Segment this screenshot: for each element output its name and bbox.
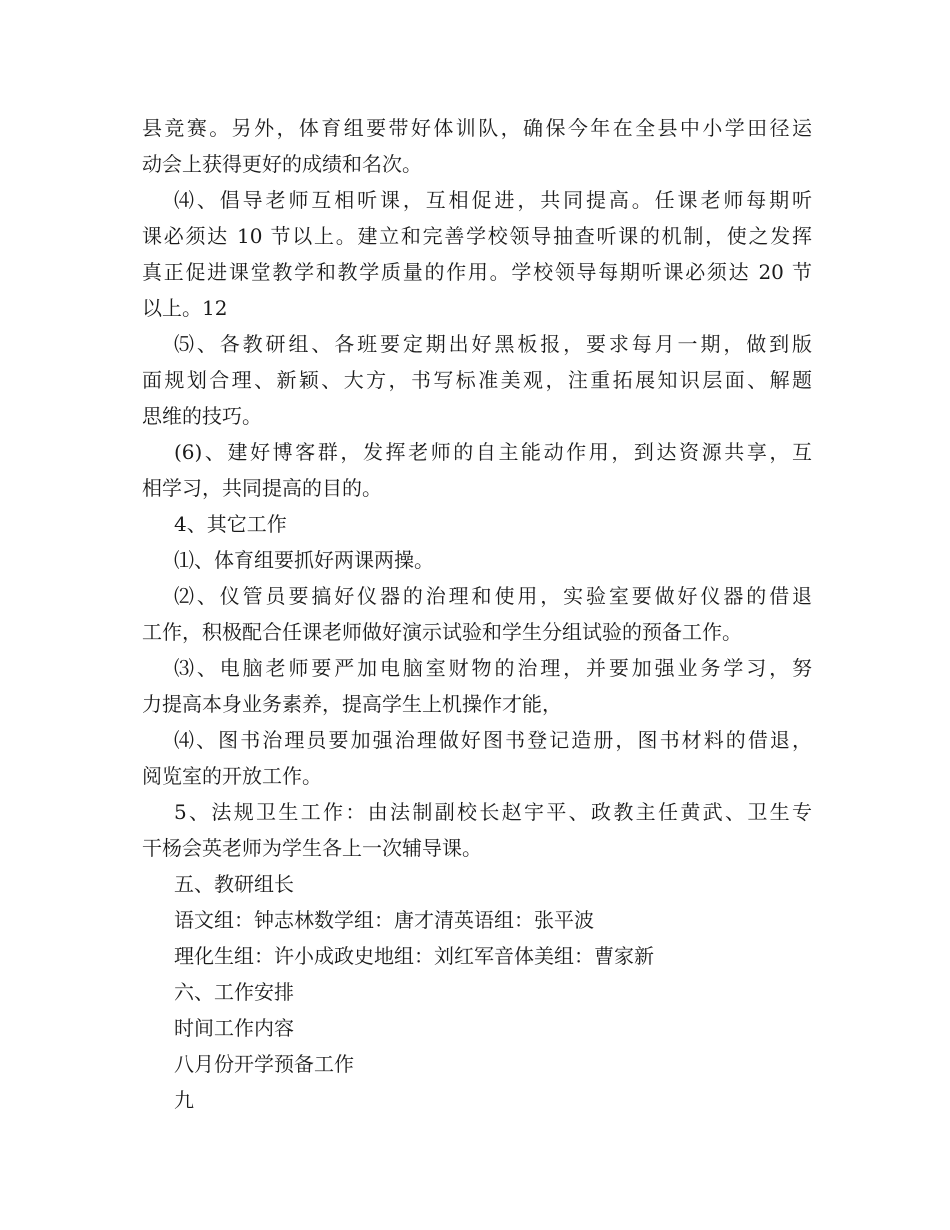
- text-line-18: ⑷、图书治理员要加强治理做好图书登记造册，图书材料的借退，: [174, 728, 812, 752]
- text-line-26: 时间工作内容: [174, 1016, 294, 1040]
- text-line-23: 语文组：钟志林数学组：唐才清英语组：张平波: [174, 908, 594, 932]
- text-line-14: ⑵、仪管员要搞好仪器的治理和使用，实验室要做好仪器的借退: [174, 584, 812, 608]
- text-line-15: 工作，积极配合任课老师做好演示试验和学生分组试验的预备工作。: [142, 620, 742, 644]
- text-line-10: (6)、建好博客群，发挥老师的自主能动作用，到达资源共享，互: [174, 440, 812, 464]
- section-heading-work-schedule: 六、工作安排: [174, 980, 294, 1004]
- document-body: [142, 110, 812, 1118]
- text-line-27: 八月份开学预备工作: [174, 1052, 354, 1076]
- text-line-19: 阅览室的开放工作。: [142, 764, 322, 788]
- text-line-24: 理化生组：许小成政史地组：刘红军音体美组：曹家新: [174, 944, 654, 968]
- text-line-4: 课必须达 10 节以上。建立和完善学校领导抽查听课的机制，使之发挥: [142, 224, 812, 248]
- text-line-17: 力提高本身业务素养，提高学生上机操作才能，: [142, 692, 562, 716]
- text-line-13: ⑴、体育组要抓好两课两操。: [174, 548, 434, 572]
- text-line-6: 以上。12: [142, 296, 228, 320]
- text-line-16: ⑶、电脑老师要严加电脑室财物的治理，并要加强业务学习，努: [174, 656, 812, 680]
- text-line-1: 县竞赛。另外，体育组要带好体训队，确保今年在全县中小学田径运: [142, 116, 812, 140]
- section-heading-group-leaders: 五、教研组长: [174, 872, 294, 896]
- text-line-28: 九: [174, 1088, 194, 1112]
- section-heading-other-work: 4、其它工作: [174, 512, 287, 536]
- text-line-20: 5、法规卫生工作：由法制副校长赵宇平、政教主任黄武、卫生专: [174, 800, 812, 824]
- text-line-9: 思维的技巧。: [142, 404, 262, 428]
- text-line-3: ⑷、倡导老师互相听课，互相促进，共同提高。任课老师每期听: [174, 188, 812, 212]
- text-line-7: ⑸、各教研组、各班要定期出好黑板报，要求每月一期，做到版: [174, 332, 812, 356]
- text-line-21: 干杨会英老师为学生各上一次辅导课。: [142, 836, 482, 860]
- text-line-5: 真正促进课堂教学和教学质量的作用。学校领导每期听课必须达 20 节: [142, 260, 812, 284]
- text-line-2: 动会上获得更好的成绩和名次。: [142, 152, 422, 176]
- text-line-11: 相学习，共同提高的目的。: [142, 476, 382, 500]
- text-line-8: 面规划合理、新颖、大方，书写标准美观，注重拓展知识层面、解题: [142, 368, 812, 392]
